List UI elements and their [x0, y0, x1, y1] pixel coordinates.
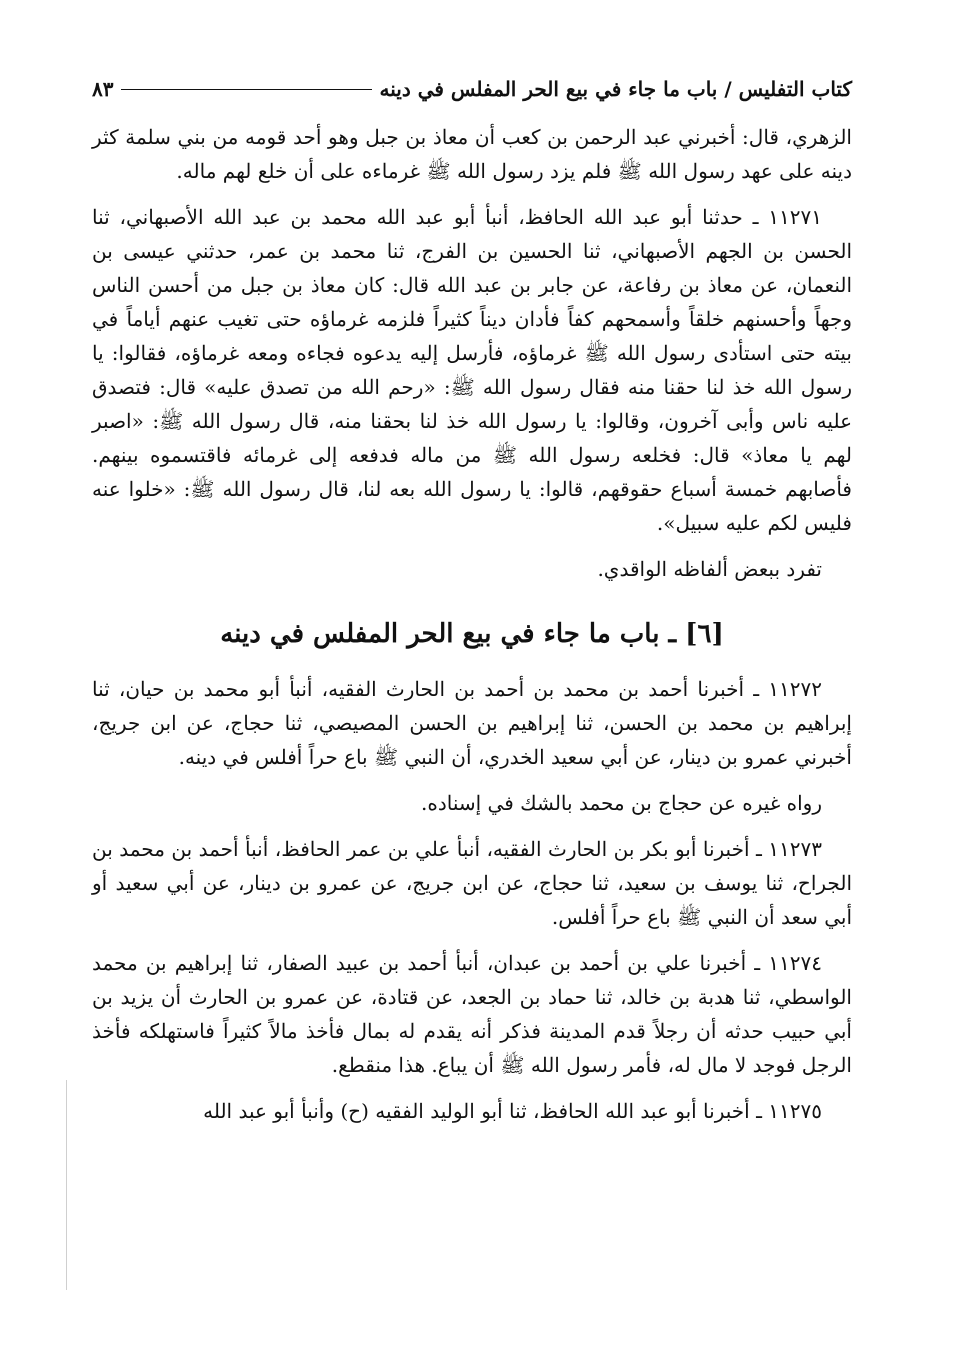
hadith-11271: ١١٢٧١ ـ حدثنا أبو عبد الله الحافظ، أنبأ أبو عبد الله محمد بن عبد الله الأصبهاني، ثنا الحسن بن الجهم الأصبهاني، ثنا الحسين بن الفرج، ثنا محمد بن عمر، حدثني عيسى بن النعمان، عن معاذ بن رفاعة، عن جابر بن عبد الله قال: كان معاذ بن جبل من أحسن الناس وجهاً وأحسنهم خلقاً وأسمحهم كفاً فأدان ديناً كثيراً فلزمه غرماؤه حتى تغيب عنهم أياماً في بيته حتى استأدى رسول الله ﷺ غرماؤه، فأرسل إليه يدعوه فجاءه ومعه غرماؤه، فقالوا: يا رسول الله خذ لنا حقنا منه فقال رسول الله ﷺ: «رحم الله من تصدق عليه» قال: فتصدق عليه ناس وأبى آخرون، وقالوا: يا رسول الله خذ لنا بحقنا منه، قال رسول الله ﷺ: «اصبر لهم يا معاذ» قال: فخلعه رسول الله ﷺ من ماله فدفعه إلى غرمائه فاقتسموه بينهم. فأصابهم خمسة أسباع حقوقهم، قالوا: يا رسول الله بعه لنا، قال رسول الله ﷺ: «خلوا عنه فليس لكم عليه سبيل». — [92, 205, 852, 535]
paragraph-continuation: الزهري، قال: أخبرني عبد الرحمن بن كعب أن معاذ بن جبل وهو أحد قومه من بني سلمة كثر دينه على عهد رسول الله ﷺ فلم يزد رسول الله ﷺ غرماءه على أن خلع لهم ماله. — [92, 125, 852, 183]
hadith-11274: ١١٢٧٤ ـ أخبرنا علي بن أحمد بن عبدان، أنبأ أحمد بن عبيد الصفار، ثنا إبراهيم بن محمد الواسطي، ثنا هدبة بن خالد، ثنا حماد بن الجعد، عن قتادة، عن عمرو بن الحارث أن يزيد بن أبي حبيب حدثه أن رجلاً قدم المدينة فذكر أنه يقدم له بمال فأخذ مالاً كثيراً فاستهلكه فأخذ الرجل فوجد لا مال له، فأمر رسول الله ﷺ أن يباع. هذا منقطع. — [92, 951, 852, 1077]
hadith-11273: ١١٢٧٣ ـ أخبرنا أبو بكر بن الحارث الفقيه، أنبأ علي بن عمر الحافظ، أنبأ أحمد بن محمد بن الجراح، ثنا يوسف بن سعيد، ثنا حجاج، عن ابن جريج، عن عمرو بن دينار، عن أبي سعيد أو أبي سعد أن النبي ﷺ باع حراً أفلس. — [92, 837, 852, 929]
note-paragraph-2: رواه غيره عن حجاج بن محمد بالشك في إسناده. — [421, 791, 822, 815]
hadith-11275: ١١٢٧٥ ـ أخبرنا أبو عبد الله الحافظ، ثنا أبو الوليد الفقيه (ح) وأنبأ أبو عبد الله — [203, 1099, 822, 1123]
page-number: ٨٣ — [92, 77, 114, 101]
page-body — [92, 120, 852, 1140]
running-header-title: كتاب التفليس / باب ما جاء في بيع الحر المفلس في دينه — [379, 77, 852, 101]
note-paragraph: تفرد ببعض ألفاظه الواقدي. — [597, 557, 822, 581]
chapter-heading: [٦] ـ باب ما جاء في بيع الحر المفلس في دينه — [220, 619, 724, 649]
running-header — [92, 74, 852, 104]
header-rule — [121, 89, 371, 90]
scan-margin-line — [66, 1080, 67, 1290]
hadith-11272: ١١٢٧٢ ـ أخبرنا أحمد بن محمد بن أحمد بن الحارث الفقيه، أنبأ أبو محمد بن حيان، ثنا إبراهيم بن محمد بن الحسن، ثنا إبراهيم بن الحسن المصيصي، ثنا حجاج، عن ابن جريج، أخبرني عمرو بن دينار، عن أبي سعيد الخدري، أن النبي ﷺ باع حراً أفلس في دينه. — [92, 677, 852, 769]
